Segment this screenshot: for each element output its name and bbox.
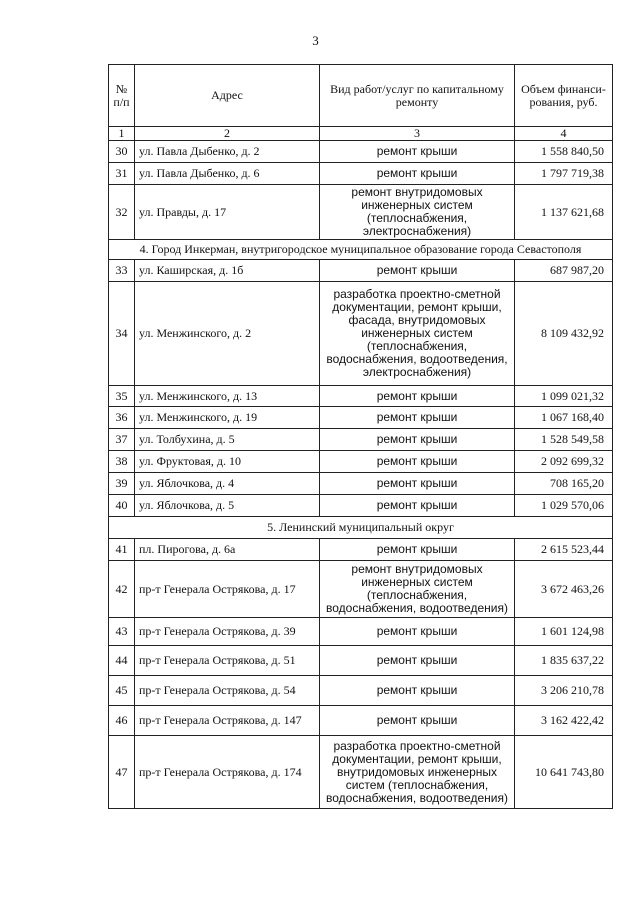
row-number: 31 (109, 163, 135, 185)
row-work-type: ремонт крыши (320, 260, 515, 282)
row-address: пл. Пирогова, д. 6а (135, 539, 320, 561)
row-work-type: ремонт крыши (320, 539, 515, 561)
row-amount: 1 528 549,58 (515, 429, 613, 451)
table-row (109, 539, 613, 561)
row-number: 47 (109, 736, 135, 809)
row-amount: 1 797 719,38 (515, 163, 613, 185)
row-work-type: ремонт крыши (320, 141, 515, 163)
row-amount: 1 029 570,06 (515, 495, 613, 517)
header-work: Вид работ/услуг по капитальному ремонту (320, 65, 515, 127)
row-address: ул. Менжинского, д. 19 (135, 407, 320, 429)
row-amount: 1 067 168,40 (515, 407, 613, 429)
row-work-type: ремонт крыши (320, 407, 515, 429)
row-number: 35 (109, 386, 135, 407)
header-address: Адрес (135, 65, 320, 127)
row-work-type: ремонт крыши (320, 473, 515, 495)
row-amount: 3 206 210,78 (515, 676, 613, 706)
row-amount: 1 601 124,98 (515, 618, 613, 646)
table-row (109, 282, 613, 386)
row-address: ул. Толбухина, д. 5 (135, 429, 320, 451)
header-num: № п/п (109, 65, 135, 127)
row-address: ул. Менжинского, д. 2 (135, 282, 320, 386)
row-number: 40 (109, 495, 135, 517)
table-row (109, 451, 613, 473)
row-work-type: ремонт внутридомовых инженерных систем (теплоснабжения, водоснабжения, водоотведения) (320, 561, 515, 618)
row-number: 30 (109, 141, 135, 163)
page-number: 3 (312, 33, 319, 48)
row-amount: 3 162 422,42 (515, 706, 613, 736)
column-index: 3 (320, 127, 515, 141)
table-row (109, 676, 613, 706)
row-work-type: разработка проектно-сметной документации, ремонт крыши, внутридомовых инженерных систем (теплоснабжения, водоснабжения, водоотведения) (320, 736, 515, 809)
row-work-type: ремонт крыши (320, 676, 515, 706)
table-row (109, 260, 613, 282)
column-index-row (109, 127, 613, 141)
table-row (109, 495, 613, 517)
row-number: 44 (109, 646, 135, 676)
header-amount: Объем финанси-рования, руб. (515, 65, 613, 127)
row-amount: 1 558 840,50 (515, 141, 613, 163)
row-amount: 2 092 699,32 (515, 451, 613, 473)
row-address: ул. Каширская, д. 1б (135, 260, 320, 282)
section-header-row (109, 240, 613, 260)
row-number: 38 (109, 451, 135, 473)
row-address: пр-т Генерала Острякова, д. 174 (135, 736, 320, 809)
column-index: 1 (109, 127, 135, 141)
row-number: 43 (109, 618, 135, 646)
table-row (109, 185, 613, 240)
row-address: пр-т Генерала Острякова, д. 54 (135, 676, 320, 706)
table-header-row (109, 65, 613, 127)
row-work-type: разработка проектно-сметной документации, ремонт крыши, фасада, внутридомовых инженерных систем (теплоснабжения, водоснабжения, водоотведения, электроснабжения) (320, 282, 515, 386)
row-address: пр-т Генерала Острякова, д. 39 (135, 618, 320, 646)
section-header-row (109, 517, 613, 539)
row-amount: 1 099 021,32 (515, 386, 613, 407)
table-row (109, 407, 613, 429)
row-number: 36 (109, 407, 135, 429)
capital-repair-table (108, 64, 613, 809)
row-number: 41 (109, 539, 135, 561)
row-address: ул. Павла Дыбенко, д. 2 (135, 141, 320, 163)
row-address: пр-т Генерала Острякова, д. 51 (135, 646, 320, 676)
row-work-type: ремонт крыши (320, 451, 515, 473)
table-row (109, 736, 613, 809)
table-row (109, 429, 613, 451)
row-address: ул. Менжинского, д. 13 (135, 386, 320, 407)
row-work-type: ремонт крыши (320, 429, 515, 451)
row-work-type: ремонт крыши (320, 706, 515, 736)
row-number: 39 (109, 473, 135, 495)
row-number: 45 (109, 676, 135, 706)
table-row (109, 141, 613, 163)
row-amount: 687 987,20 (515, 260, 613, 282)
row-amount: 3 672 463,26 (515, 561, 613, 618)
row-work-type: ремонт крыши (320, 163, 515, 185)
row-address: ул. Яблочкова, д. 5 (135, 495, 320, 517)
row-amount: 1 835 637,22 (515, 646, 613, 676)
row-address: пр-т Генерала Острякова, д. 17 (135, 561, 320, 618)
row-address: ул. Правды, д. 17 (135, 185, 320, 240)
row-address: ул. Фруктовая, д. 10 (135, 451, 320, 473)
section-title: 4. Город Инкерман, внутригородское муниципальное образование города Севастополя (109, 240, 613, 260)
section-title: 5. Ленинский муниципальный округ (109, 517, 613, 539)
row-address: пр-т Генерала Острякова, д. 147 (135, 706, 320, 736)
row-work-type: ремонт крыши (320, 618, 515, 646)
row-amount: 1 137 621,68 (515, 185, 613, 240)
table-row (109, 163, 613, 185)
row-work-type: ремонт внутридомовых инженерных систем (теплоснабжения, электроснабжения) (320, 185, 515, 240)
column-index: 4 (515, 127, 613, 141)
table-row (109, 386, 613, 407)
row-number: 37 (109, 429, 135, 451)
table-row (109, 646, 613, 676)
row-number: 33 (109, 260, 135, 282)
row-address: ул. Яблочкова, д. 4 (135, 473, 320, 495)
table-row (109, 706, 613, 736)
table-row (109, 473, 613, 495)
row-amount: 8 109 432,92 (515, 282, 613, 386)
row-number: 42 (109, 561, 135, 618)
row-amount: 10 641 743,80 (515, 736, 613, 809)
table-row (109, 561, 613, 618)
row-work-type: ремонт крыши (320, 495, 515, 517)
column-index: 2 (135, 127, 320, 141)
row-number: 34 (109, 282, 135, 386)
row-address: ул. Павла Дыбенко, д. 6 (135, 163, 320, 185)
row-number: 32 (109, 185, 135, 240)
row-work-type: ремонт крыши (320, 646, 515, 676)
row-amount: 708 165,20 (515, 473, 613, 495)
table-row (109, 618, 613, 646)
row-amount: 2 615 523,44 (515, 539, 613, 561)
row-work-type: ремонт крыши (320, 386, 515, 407)
row-number: 46 (109, 706, 135, 736)
